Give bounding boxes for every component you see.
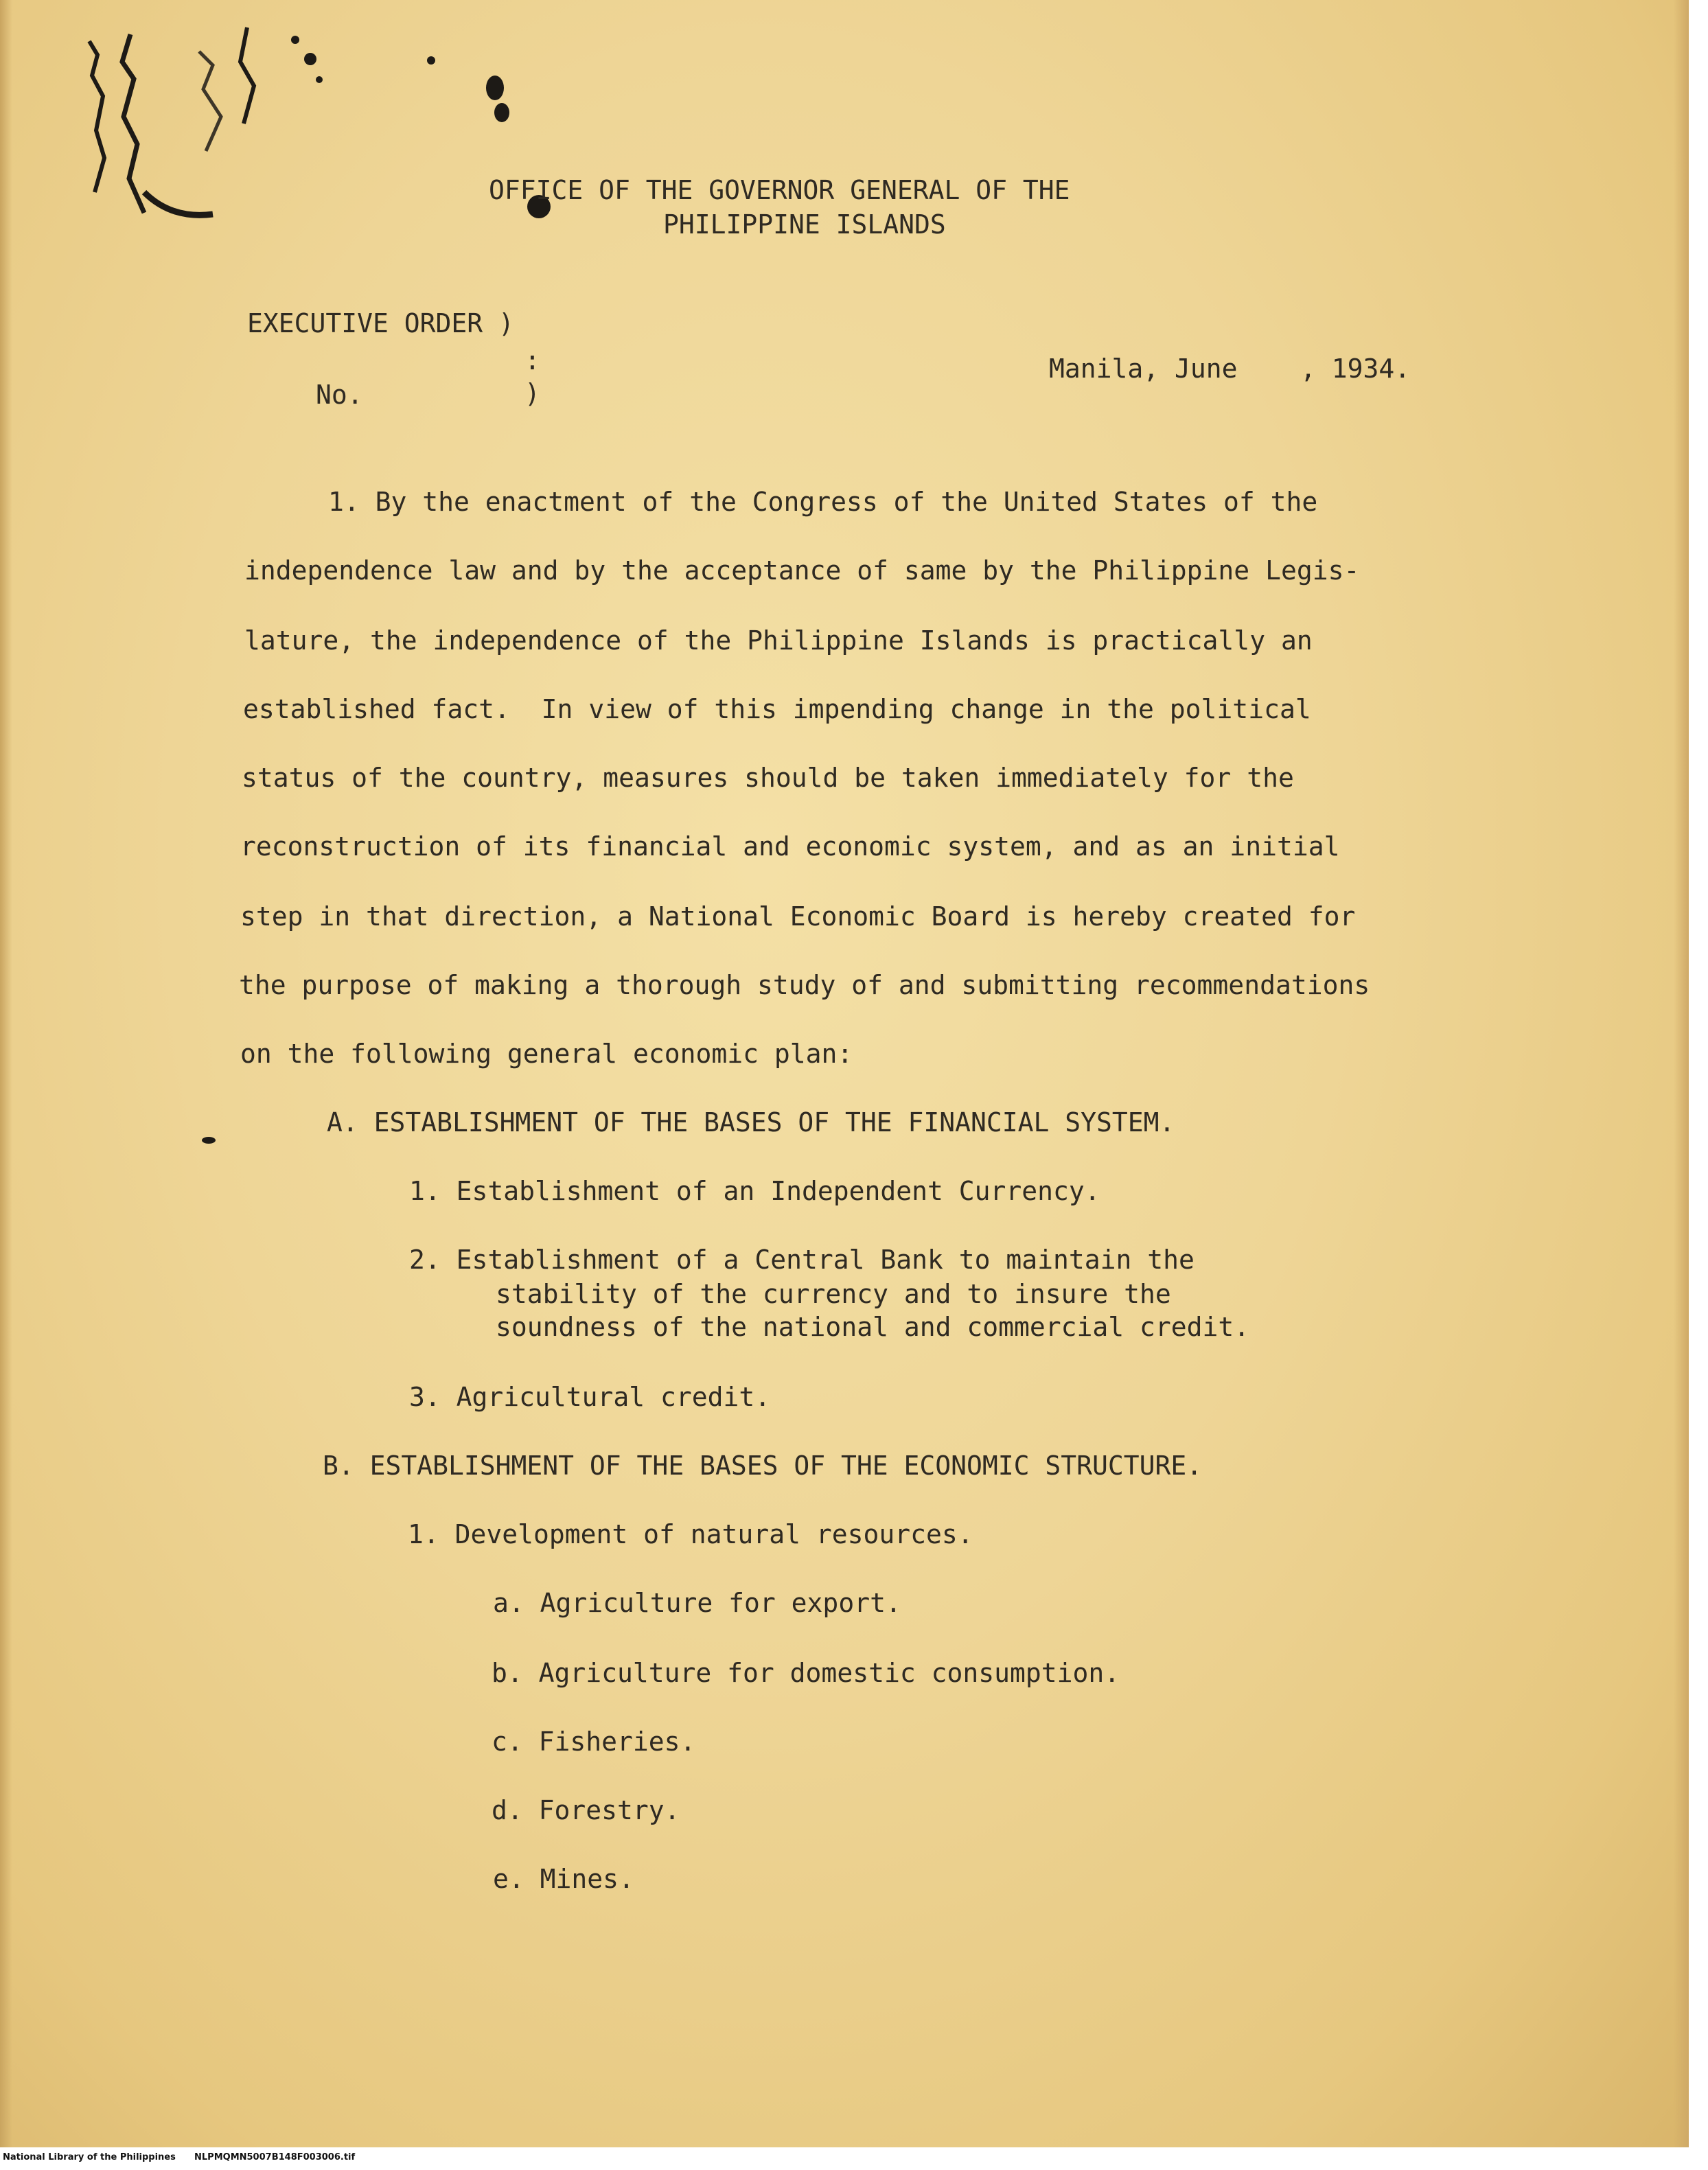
ink-mark-decoration xyxy=(41,14,398,233)
order-block-paren: ) xyxy=(524,378,540,408)
paragraph-line: lature, the independence of the Philippine Islands is practically an xyxy=(244,625,1313,656)
order-block-colon: : xyxy=(524,345,540,376)
ink-blot xyxy=(494,103,509,122)
archive-footer xyxy=(3,2152,355,2162)
page-edge-shadow-left xyxy=(0,0,12,2147)
section-a-item-2-line-1: 2. Establishment of a Central Bank to maintain the xyxy=(409,1245,1195,1275)
paragraph-line: reconstruction of its financial and economic system, and as an initial xyxy=(240,831,1340,862)
section-a-item-3: 3. Agricultural credit. xyxy=(409,1382,771,1412)
section-b-heading: B. ESTABLISHMENT OF THE BASES OF THE ECONOMIC STRUCTURE. xyxy=(323,1451,1203,1481)
section-a-item-2-line-3: soundness of the national and commercial credit. xyxy=(496,1312,1250,1342)
ink-blot xyxy=(202,1137,216,1144)
ink-blot xyxy=(427,56,435,65)
section-b-item-1: 1. Development of natural resources. xyxy=(408,1519,973,1549)
archive-file-name: NLPMQMN5007B148F003006.tif xyxy=(194,2152,356,2162)
paragraph-line: established fact. In view of this impending change in the political xyxy=(243,694,1311,724)
paragraph-line: independence law and by the acceptance of same by the Philippine Legis- xyxy=(244,555,1360,586)
section-b-subitem: d. Forestry. xyxy=(492,1795,680,1825)
paragraph-line: step in that direction, a National Economic Board is hereby created for xyxy=(240,901,1356,932)
executive-order-label: EXECUTIVE ORDER ) xyxy=(247,308,514,338)
page-edge-shadow-right xyxy=(1674,0,1689,2147)
dateline: Manila, June , 1934. xyxy=(1049,354,1411,384)
section-b-subitem: b. Agriculture for domestic consumption. xyxy=(492,1658,1120,1688)
archive-source: National Library of the Philippines xyxy=(3,2152,176,2162)
section-b-subitem: c. Fisheries. xyxy=(492,1727,696,1757)
paragraph-line: status of the country, measures should be taken immediately for the xyxy=(242,763,1294,793)
section-a-item-1: 1. Establishment of an Independent Currency. xyxy=(409,1176,1100,1206)
ink-blot xyxy=(486,76,504,100)
paragraph-line: on the following general economic plan: xyxy=(240,1039,853,1069)
paragraph-line: 1. By the enactment of the Congress of the United States of the xyxy=(328,487,1318,517)
order-number-label: No. xyxy=(316,380,363,410)
header-title-line-2: PHILIPPINE ISLANDS xyxy=(663,209,946,240)
section-b-subitem: a. Agriculture for export. xyxy=(493,1588,901,1618)
section-a-item-2-line-2: stability of the currency and to insure the xyxy=(496,1279,1171,1309)
paragraph-line: the purpose of making a thorough study of and submitting recommendations xyxy=(239,970,1370,1000)
section-b-subitem: e. Mines. xyxy=(493,1864,634,1894)
section-a-heading: A. ESTABLISHMENT OF THE BASES OF THE FINANCIAL SYSTEM. xyxy=(327,1107,1175,1138)
header-title-line-1: OFFICE OF THE GOVERNOR GENERAL OF THE xyxy=(489,175,1070,205)
